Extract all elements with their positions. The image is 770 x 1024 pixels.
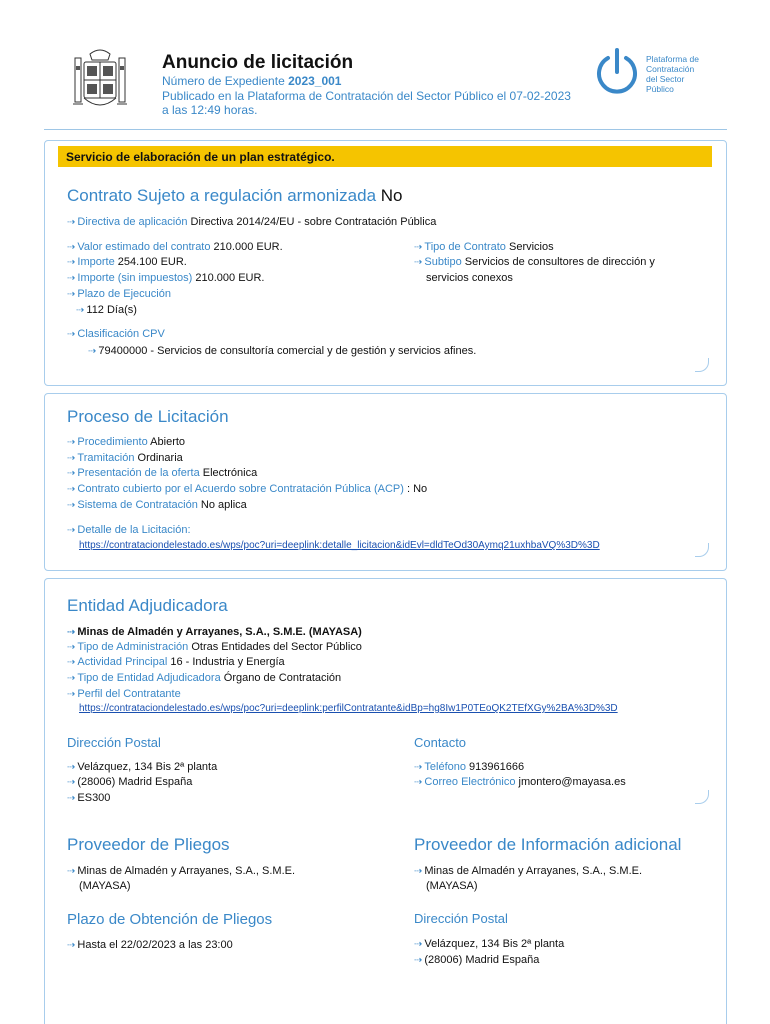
arrow-icon: ⇢ (67, 689, 76, 700)
proveedor-pliegos-name: Minas de Almadén y Arrayanes, S.A., S.M.E. (77, 865, 296, 877)
valor-value: 210.000 EUR. (213, 241, 283, 253)
direccion-line (67, 760, 217, 776)
direccion-line-text: (28006) Madrid España (77, 776, 193, 788)
perfil-row (67, 687, 181, 703)
arrow-icon: ⇢ (67, 273, 76, 284)
published-line-1: Publicado en la Plataforma de Contratación del Sector Público el 07-02-2023 (162, 89, 571, 103)
arrow-icon: ⇢ (67, 500, 76, 511)
coat-of-arms-logo (72, 44, 128, 116)
direccion-title: Dirección Postal (67, 735, 161, 750)
arrow-icon: ⇢ (67, 289, 76, 300)
presentacion-label: Presentación de la oferta (77, 467, 200, 479)
actividad-row (67, 655, 285, 671)
subtipo-row (414, 255, 655, 271)
published-line-2: a las 12:49 horas. (162, 103, 258, 117)
procedimiento-row (67, 435, 185, 451)
procedimiento-value: Abierto (150, 436, 186, 448)
tipo-admin-row (67, 640, 362, 656)
perfil-label: Perfil del Contratante (77, 688, 181, 700)
proveedor-pliegos-row (67, 864, 295, 880)
plazo-value: 112 Día(s) (86, 304, 137, 316)
arrow-icon: ⇢ (76, 305, 85, 316)
importe-sin-row (67, 271, 265, 287)
arrow-icon: ⇢ (414, 242, 423, 253)
proceso-title: Proceso de Licitación (67, 407, 229, 426)
importe-sin-label: Importe (sin impuestos) (77, 272, 193, 284)
contract-object-banner: Servicio de elaboración de un plan estratégico. (58, 146, 712, 167)
tipo-contrato-row (414, 240, 554, 256)
plazo-row (67, 287, 171, 303)
arrow-icon: ⇢ (88, 346, 97, 357)
arrow-icon: ⇢ (67, 627, 76, 638)
info-direccion-text: Velázquez, 134 Bis 2ª planta (424, 938, 565, 950)
info-direccion-text: (28006) Madrid España (424, 954, 540, 966)
info-adicional-title: Proveedor de Información adicional (414, 835, 682, 854)
logo-text-line: Público (646, 84, 674, 94)
arrow-icon: ⇢ (67, 217, 76, 228)
tramitacion-value: Ordinaria (137, 452, 183, 464)
contacto-title: Contacto (414, 735, 467, 750)
directiva-value: Directiva 2014/24/EU - sobre Contratación Pública (190, 216, 437, 228)
entidad-name: Minas de Almadén y Arrayanes, S.A., S.M.E. (MAYASA) (77, 626, 362, 638)
arrow-icon: ⇢ (414, 866, 423, 877)
subtipo-value: Servicios de consultores de dirección y (464, 256, 655, 268)
header-divider (44, 129, 727, 130)
info-adicional-name: Minas de Almadén y Arrayanes, S.A., S.M.E. (424, 865, 643, 877)
acp-value: : No (406, 483, 428, 495)
power-symbol-logo (594, 48, 640, 96)
arrow-icon: ⇢ (67, 657, 76, 668)
arrow-icon: ⇢ (414, 257, 423, 268)
correo-label: Correo Electrónico (424, 776, 516, 788)
plazo-pliegos-title: Plazo de Obtención de Pliegos (67, 911, 273, 928)
plazo-pliegos-row (67, 938, 233, 954)
directiva-row (67, 215, 436, 231)
arrow-icon: ⇢ (67, 468, 76, 479)
tipo-entidad-label: Tipo de Entidad Adjudicadora (77, 672, 221, 684)
presentacion-row (67, 466, 257, 482)
acp-row (67, 482, 427, 498)
subtipo-label: Subtipo (424, 256, 462, 268)
tipo-admin-value: Otras Entidades del Sector Público (191, 641, 362, 653)
arrow-icon: ⇢ (67, 940, 76, 951)
correo-value: jmontero@mayasa.es (518, 776, 626, 788)
importe-row (67, 255, 187, 271)
arrow-icon: ⇢ (67, 762, 76, 773)
plazo-label: Plazo de Ejecución (77, 288, 171, 300)
tramitacion-row (67, 451, 183, 467)
logo-text-line: Contratación (646, 64, 695, 74)
detalle-link[interactable]: https://contrataciondelestado.es/wps/poc?uri=deeplink:detalle_licitacion&idEvl=dldTeOd30Aymq21uxhbaVQ%3D%3D (79, 540, 600, 551)
arrow-icon: ⇢ (67, 793, 76, 804)
direccion-line (67, 775, 192, 791)
expediente-value: 2023_001 (288, 74, 342, 88)
telefono-value: 913961666 (469, 761, 525, 773)
tipo-admin-label: Tipo de Administración (77, 641, 189, 653)
arrow-icon: ⇢ (67, 453, 76, 464)
arrow-icon: ⇢ (67, 484, 76, 495)
perfil-link[interactable]: https://contrataciondelestado.es/wps/poc?uri=deeplink:perfilContratante&idBp=hg8Iw1P0TEoQK2TEfXGy%2BA%3D%3D (79, 703, 618, 714)
arrow-icon: ⇢ (414, 762, 423, 773)
info-adicional-name-2: (MAYASA) (426, 880, 478, 892)
page-title: Anuncio de licitación (162, 52, 354, 73)
direccion-line-text: ES300 (77, 792, 111, 804)
detalle-row (67, 523, 191, 539)
direccion-line (67, 791, 110, 807)
valor-row (67, 240, 283, 256)
expediente-label: Número de Expediente (162, 74, 285, 88)
logo-text-line: Plataforma de (646, 54, 699, 64)
info-adicional-row (414, 864, 642, 880)
importe-label: Importe (77, 256, 115, 268)
arrow-icon: ⇢ (67, 777, 76, 788)
cpv-value: 79400000 - Servicios de consultoría comercial y de gestión y servicios afines. (98, 345, 477, 357)
tipo-contrato-value: Servicios (508, 241, 554, 253)
valor-label: Valor estimado del contrato (77, 241, 211, 253)
tipo-entidad-row (67, 671, 341, 687)
entidad-name-row (67, 625, 362, 641)
arrow-icon: ⇢ (414, 939, 423, 950)
arrow-icon: ⇢ (67, 673, 76, 684)
arrow-icon: ⇢ (67, 242, 76, 253)
telefono-label: Teléfono (424, 761, 466, 773)
info-direccion-line (414, 937, 564, 953)
subtipo-value-2: servicios conexos (426, 272, 513, 284)
arrow-icon: ⇢ (414, 777, 423, 788)
arrow-icon: ⇢ (67, 329, 76, 340)
sistema-label: Sistema de Contratación (77, 499, 198, 511)
tramitacion-label: Tramitación (77, 452, 135, 464)
importe-value: 254.100 EUR. (117, 256, 187, 268)
correo-row (414, 775, 626, 791)
armonizada-heading (67, 186, 403, 206)
entidad-title: Entidad Adjudicadora (67, 596, 228, 615)
sistema-value: No aplica (200, 499, 247, 511)
arrow-icon: ⇢ (67, 257, 76, 268)
procedimiento-label: Procedimiento (77, 436, 148, 448)
sistema-row (67, 498, 247, 514)
cpv-label: Clasificación CPV (77, 328, 165, 340)
info-direccion-line (414, 953, 539, 969)
tipo-entidad-value: Órgano de Contratación (223, 672, 342, 684)
proveedor-pliegos-name-2: (MAYASA) (79, 880, 131, 892)
armonizada-value: No (380, 186, 403, 205)
presentacion-value: Electrónica (202, 467, 258, 479)
plazo-value-row (76, 303, 137, 319)
cpv-value-row (88, 344, 476, 360)
direccion-line-text: Velázquez, 134 Bis 2ª planta (77, 761, 218, 773)
arrow-icon: ⇢ (67, 642, 76, 653)
actividad-value: 16 - Industria y Energía (170, 656, 285, 668)
plazo-pliegos-value: Hasta el 22/02/2023 a las 23:00 (77, 939, 233, 951)
actividad-label: Actividad Principal (77, 656, 168, 668)
arrow-icon: ⇢ (67, 866, 76, 877)
info-direccion-title: Dirección Postal (414, 911, 508, 926)
proveedor-pliegos-title: Proveedor de Pliegos (67, 835, 230, 854)
tipo-contrato-label: Tipo de Contrato (424, 241, 506, 253)
detalle-label: Detalle de la Licitación: (77, 524, 191, 536)
platform-logo-text (646, 54, 716, 94)
arrow-icon: ⇢ (67, 525, 76, 536)
arrow-icon: ⇢ (414, 955, 423, 966)
arrow-icon: ⇢ (67, 437, 76, 448)
acp-label: Contrato cubierto por el Acuerdo sobre Contratación Pública (ACP) (77, 483, 404, 495)
cpv-row (67, 327, 165, 343)
directiva-label: Directiva de aplicación (77, 216, 188, 228)
armonizada-label: Contrato Sujeto a regulación armonizada (67, 186, 377, 205)
expediente-line (162, 74, 341, 88)
importe-sin-value: 210.000 EUR. (195, 272, 265, 284)
logo-text-line: del Sector (646, 74, 685, 84)
telefono-row (414, 760, 524, 776)
